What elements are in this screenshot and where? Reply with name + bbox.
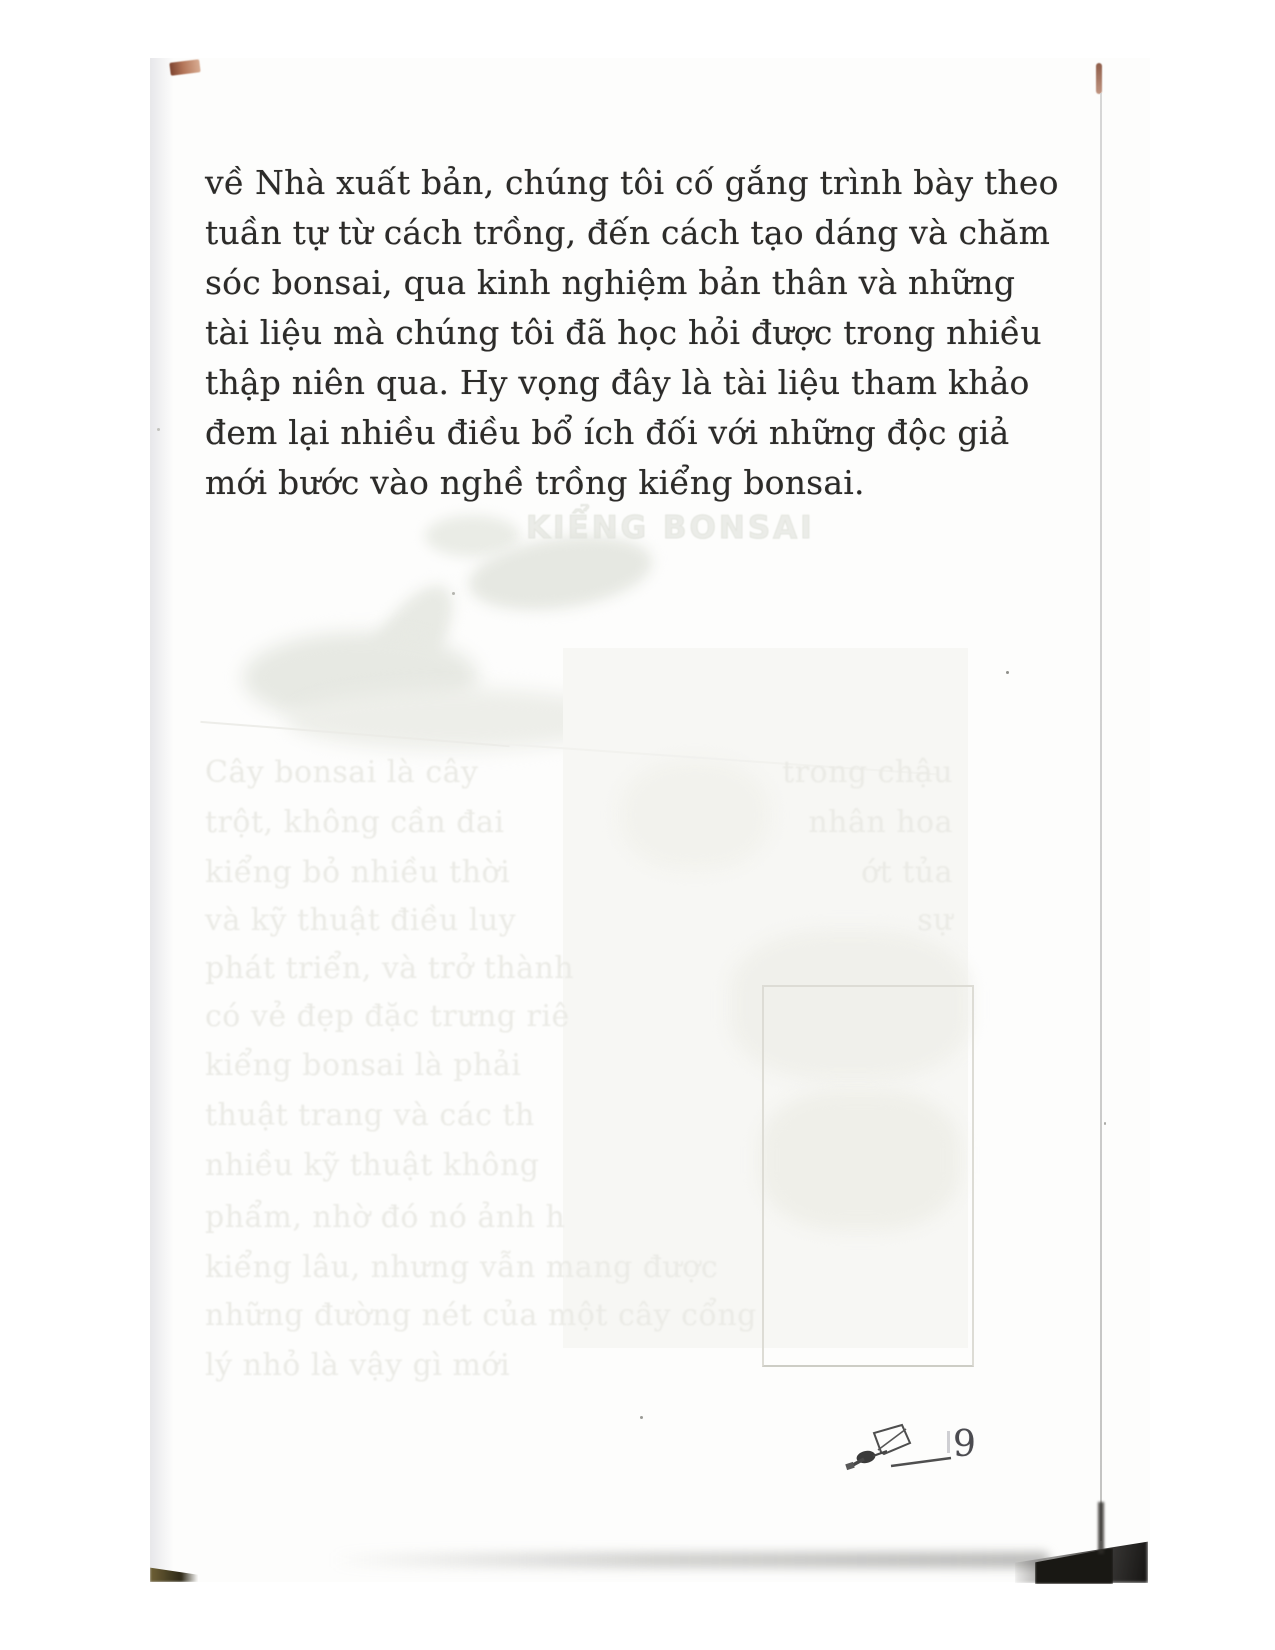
ghost-text-line: trột, không cần đai nhân hoa bbox=[205, 805, 953, 840]
page-number: 9 bbox=[953, 1424, 976, 1465]
paragraph-line: thập niên qua. Hy vọng đây là tài liệu tham khảo bbox=[205, 363, 1030, 402]
scan-speck bbox=[157, 428, 160, 431]
page-left-edge-shade bbox=[150, 58, 176, 1582]
paragraph-line: tuần tự từ cách trồng, đến cách tạo dáng và chăm bbox=[205, 213, 1051, 252]
ghost-text-line: có vẻ đẹp đặc trưng riê bbox=[205, 999, 570, 1034]
ghost-text-line: Cây bonsai là cây trong chậu bbox=[205, 755, 953, 790]
scan-speck bbox=[1006, 671, 1009, 674]
paragraph-line: sóc bonsai, qua kinh nghiệm bản thân và những bbox=[205, 263, 1016, 302]
scan-speck bbox=[640, 1416, 643, 1419]
ghost-text-line: kiểng bonsai là phải bbox=[205, 1048, 522, 1083]
ghost-text-line: thuật trang và các th bbox=[205, 1098, 535, 1133]
paragraph-line: mới bước vào nghề trồng kiểng bonsai. bbox=[205, 463, 865, 502]
ghost-text-line: phẩm, nhờ đó nó ảnh h bbox=[205, 1200, 566, 1235]
handwritten-scribble bbox=[843, 1420, 955, 1474]
scan-speck bbox=[452, 592, 455, 595]
bottom-edge-smudge bbox=[330, 1552, 1050, 1568]
scan-speck bbox=[1104, 1122, 1106, 1125]
ghost-text-line: phát triển, và trở thành bbox=[205, 951, 575, 986]
ghost-heading: KIỂNG BONSAI bbox=[526, 510, 815, 546]
ghost-text-line: kiểng bỏ nhiều thời ớt tủa bbox=[205, 855, 953, 890]
page-number-tick-mark bbox=[947, 1431, 950, 1453]
ghost-text-line: và kỹ thuật điều luy sự bbox=[205, 903, 953, 938]
body-paragraph bbox=[205, 158, 1059, 508]
ghost-text-line: nhiều kỹ thuật không bbox=[205, 1148, 540, 1183]
ghost-text-line: lý nhỏ là vậy gì mới bbox=[205, 1348, 511, 1383]
page-crease-line bbox=[1100, 93, 1102, 1541]
ghost-text-line: những đường nét của một cây cổng bbox=[205, 1298, 757, 1333]
paragraph-line: tài liệu mà chúng tôi đã học hỏi được trong nhiều bbox=[205, 313, 1042, 352]
page-crease-tip bbox=[1096, 63, 1102, 94]
paragraph-line: đem lại nhiều điều bổ ích đối với những độc giả bbox=[205, 413, 1010, 452]
bottom-right-shadow-sliver bbox=[1098, 1502, 1104, 1554]
paragraph-line: về Nhà xuất bản, chúng tôi cố gắng trình bày theo bbox=[205, 163, 1059, 202]
ghost-text-line: kiểng lâu, nhưng vẫn mang được bbox=[205, 1250, 719, 1285]
